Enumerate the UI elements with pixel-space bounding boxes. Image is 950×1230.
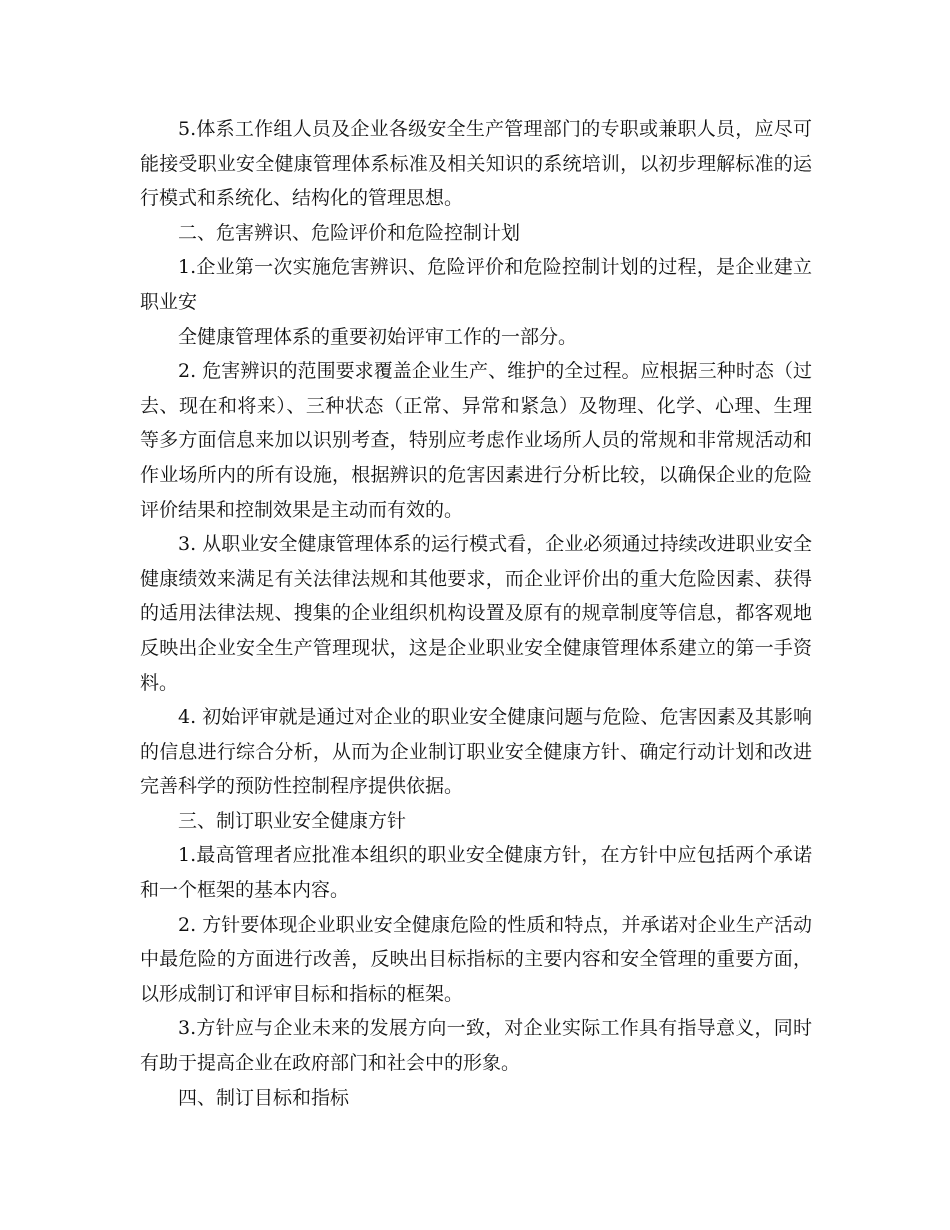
section-heading-policy: 三、制订职业安全健康方针 bbox=[178, 809, 407, 832]
paragraph-hazard-4: 4. 初始评审就是通过对企业的职业安全健康问题与危险、危害因素及其影响的信息进行综合分析，从而为企业制订职业安全健康方针、确定行动计划和改进完善科学的预防性控制程序提供依据。 bbox=[140, 706, 812, 798]
section-heading-objectives: 四、制订目标和指标 bbox=[178, 1086, 350, 1109]
paragraph-hazard-1-continued: 全健康管理体系的重要初始评审工作的一部分。 bbox=[178, 325, 578, 348]
paragraph-hazard-2: 2. 危害辨识的范围要求覆盖企业生产、维护的全过程。应根据三种时态（过去、现在和将来）、三种状态（正常、异常和紧急）及物理、化学、心理、生理等多方面信息来加以识别考查，特别应考虑作业场所人员的常规和非常规活动和作业场所内的所有设施，根据辨识的危害因素进行分析比较，以确保企业的危险评价结果和控制效果是主动而有效的。 bbox=[140, 360, 812, 521]
paragraph-policy-3: 3.方针应与企业未来的发展方向一致，对企业实际工作具有指导意义，同时有助于提高企业在政府部门和社会中的形象。 bbox=[140, 1017, 812, 1075]
paragraph-hazard-3: 3. 从职业安全健康管理体系的运行模式看，企业必须通过持续改进职业安全健康绩效来满足有关法律法规和其他要求，而企业评价出的重大危险因素、获得的适用法律法规、搜集的企业组织机构设置及原有的规章制度等信息，都客观地反映出企业安全生产管理现状，这是企业职业安全健康管理体系建立的第一手资料。 bbox=[140, 533, 812, 694]
paragraph-hazard-1: 1.企业第一次实施危害辨识、危险评价和危险控制计划的过程，是企业建立职业安 bbox=[140, 256, 812, 313]
paragraph-policy-2: 2. 方针要体现企业职业安全健康危险的性质和特点，并承诺对企业生产活动中最危险的方面进行改善，反映出目标指标的主要内容和安全管理的重要方面，以形成制订和评审目标和指标的框架。 bbox=[140, 913, 812, 1005]
document-body bbox=[140, 112, 812, 1115]
section-heading-hazard: 二、危害辨识、危险评价和危险控制计划 bbox=[178, 221, 521, 244]
paragraph-training: 5.体系工作组人员及企业各级安全生产管理部门的专职或兼职人员，应尽可能接受职业安全健康管理体系标准及相关知识的系统培训，以初步理解标准的运行模式和系统化、结构化的管理思想。 bbox=[140, 118, 812, 210]
paragraph-policy-1: 1.最高管理者应批准本组织的职业安全健康方针，在方针中应包括两个承诺和一个框架的基本内容。 bbox=[140, 844, 812, 902]
